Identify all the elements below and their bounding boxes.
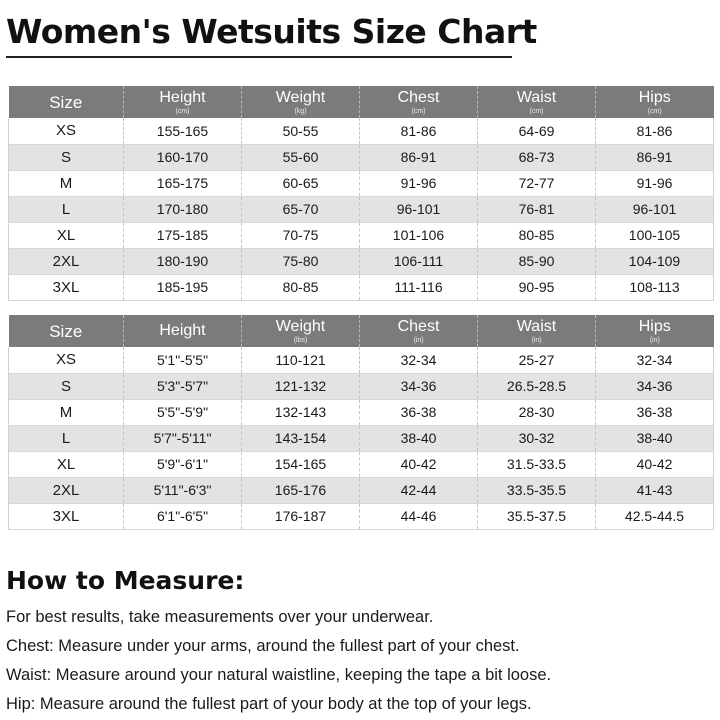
column-label: Chest (397, 88, 440, 106)
table-row (9, 451, 714, 477)
measurement-cell: 91-96 (360, 170, 478, 196)
measurement-cell: 104-109 (596, 248, 714, 274)
measurement-cell: 33.5-35.5 (478, 477, 596, 503)
imperial-col-header-waist (478, 315, 596, 347)
measurement-cell: 86-91 (360, 144, 478, 170)
measurement-cell: 70-75 (242, 222, 360, 248)
column-unit: (cm) (175, 107, 190, 115)
measurement-cell: 90-95 (478, 274, 596, 300)
measurement-cell: 28-30 (478, 399, 596, 425)
measurement-cell: 60-65 (242, 170, 360, 196)
measurement-cell: 36-38 (596, 399, 714, 425)
measurement-cell: 91-96 (596, 170, 714, 196)
measurement-cell: 40-42 (596, 451, 714, 477)
metric-col-header-weight (242, 86, 360, 118)
size-cell: XS (9, 347, 124, 373)
size-cell: 2XL (9, 248, 124, 274)
measurement-cell: 75-80 (242, 248, 360, 274)
measurement-cell: 5'5"-5'9" (124, 399, 242, 425)
column-label: Height (159, 88, 206, 106)
measurement-cell: 40-42 (360, 451, 478, 477)
measurement-cell: 5'3"-5'7" (124, 373, 242, 399)
measurement-cell: 132-143 (242, 399, 360, 425)
column-label: Weight (275, 88, 326, 106)
table-row (9, 503, 714, 529)
metric-col-header-size (9, 86, 124, 118)
measurement-cell: 85-90 (478, 248, 596, 274)
page-title: Women's Wetsuits Size Chart (6, 12, 537, 51)
measurement-cell: 25-27 (478, 347, 596, 373)
title-underline (6, 56, 512, 58)
size-cell: 2XL (9, 477, 124, 503)
measurement-cell: 42.5-44.5 (596, 503, 714, 529)
measure-tip-waist: Waist: Measure around your natural waistline, keeping the tape a bit loose. (6, 666, 552, 684)
measurement-cell: 81-86 (360, 118, 478, 144)
metric-col-header-hips (596, 86, 714, 118)
measurement-cell: 65-70 (242, 196, 360, 222)
column-unit: (cm) (529, 107, 544, 115)
measurement-cell: 5'9"-6'1" (124, 451, 242, 477)
measurement-cell: 143-154 (242, 425, 360, 451)
measurement-cell: 80-85 (242, 274, 360, 300)
measurement-cell: 121-132 (242, 373, 360, 399)
table-row (9, 118, 714, 144)
measurement-cell: 5'1"-5'5" (124, 347, 242, 373)
measurement-cell: 165-176 (242, 477, 360, 503)
measurement-cell: 96-101 (596, 196, 714, 222)
measurement-cell: 170-180 (124, 196, 242, 222)
measurement-cell: 96-101 (360, 196, 478, 222)
table-row (9, 222, 714, 248)
measurement-cell: 106-111 (360, 248, 478, 274)
metric-col-header-waist (478, 86, 596, 118)
size-cell: L (9, 425, 124, 451)
size-cell: XL (9, 451, 124, 477)
measurement-cell: 44-46 (360, 503, 478, 529)
table-row (9, 399, 714, 425)
measurement-cell: 31.5-33.5 (478, 451, 596, 477)
measurement-cell: 30-32 (478, 425, 596, 451)
column-unit: (in) (649, 336, 660, 344)
measurement-cell: 86-91 (596, 144, 714, 170)
table-row (9, 144, 714, 170)
measurement-cell: 35.5-37.5 (478, 503, 596, 529)
size-cell: M (9, 170, 124, 196)
measurement-cell: 55-60 (242, 144, 360, 170)
column-label: Weight (275, 317, 326, 335)
measurement-cell: 32-34 (360, 347, 478, 373)
size-cell: 3XL (9, 503, 124, 529)
measurement-cell: 108-113 (596, 274, 714, 300)
size-cell: 3XL (9, 274, 124, 300)
measure-tip-general: For best results, take measurements over your underwear. (6, 608, 434, 626)
measurement-cell: 111-116 (360, 274, 478, 300)
measurement-cell: 34-36 (360, 373, 478, 399)
how-to-measure-section (6, 566, 706, 719)
column-label: Hips (638, 317, 671, 335)
measurement-cell: 50-55 (242, 118, 360, 144)
column-label: Waist (516, 317, 557, 335)
measurement-cell: 180-190 (124, 248, 242, 274)
column-label: Waist (516, 88, 557, 106)
measurement-cell: 154-165 (242, 451, 360, 477)
metric-table-body (9, 118, 714, 300)
imperial-col-header-height (124, 315, 242, 347)
column-unit: (in) (531, 336, 542, 344)
measurement-cell: 5'7"-5'11" (124, 425, 242, 451)
measurement-cell: 38-40 (596, 425, 714, 451)
measurement-cell: 100-105 (596, 222, 714, 248)
measurement-cell: 34-36 (596, 373, 714, 399)
measurement-cell: 5'11"-6'3" (124, 477, 242, 503)
column-unit: (cm) (411, 107, 426, 115)
measurement-cell: 165-175 (124, 170, 242, 196)
metric-col-header-height (124, 86, 242, 118)
column-unit: (lbs) (293, 336, 308, 344)
metric-size-table (8, 86, 714, 301)
measurement-cell: 176-187 (242, 503, 360, 529)
size-cell: L (9, 196, 124, 222)
measurement-cell: 36-38 (360, 399, 478, 425)
measurement-cell: 175-185 (124, 222, 242, 248)
measurement-cell: 72-77 (478, 170, 596, 196)
measurement-cell: 68-73 (478, 144, 596, 170)
measurement-cell: 38-40 (360, 425, 478, 451)
measurement-cell: 110-121 (242, 347, 360, 373)
measurement-cell: 32-34 (596, 347, 714, 373)
imperial-col-header-weight (242, 315, 360, 347)
measurement-cell: 64-69 (478, 118, 596, 144)
column-label: Height (159, 322, 206, 339)
metric-col-header-chest (360, 86, 478, 118)
measurement-cell: 160-170 (124, 144, 242, 170)
imperial-size-table (8, 315, 714, 530)
measurement-cell: 76-81 (478, 196, 596, 222)
column-label: Hips (638, 88, 671, 106)
imperial-table-header (9, 315, 714, 347)
measurement-cell: 42-44 (360, 477, 478, 503)
measurement-cell: 81-86 (596, 118, 714, 144)
size-cell: S (9, 373, 124, 399)
size-cell: S (9, 144, 124, 170)
measurement-cell: 80-85 (478, 222, 596, 248)
table-row (9, 196, 714, 222)
column-unit: (kg) (294, 107, 307, 115)
measurement-cell: 185-195 (124, 274, 242, 300)
table-row (9, 170, 714, 196)
table-row (9, 425, 714, 451)
measurement-cell: 26.5-28.5 (478, 373, 596, 399)
how-to-measure-heading: How to Measure: (6, 566, 245, 595)
column-unit: (cm) (647, 107, 662, 115)
size-cell: XS (9, 118, 124, 144)
column-label: Chest (397, 317, 440, 335)
table-row (9, 477, 714, 503)
table-row (9, 274, 714, 300)
column-label: Size (49, 321, 83, 341)
imperial-table-body (9, 347, 714, 529)
imperial-col-header-size (9, 315, 124, 347)
table-row (9, 373, 714, 399)
column-unit: (in) (413, 336, 424, 344)
column-label: Size (49, 92, 83, 112)
metric-table-header (9, 86, 714, 118)
table-row (9, 347, 714, 373)
size-cell: XL (9, 222, 124, 248)
measurement-cell: 155-165 (124, 118, 242, 144)
imperial-col-header-chest (360, 315, 478, 347)
measurement-cell: 41-43 (596, 477, 714, 503)
measurement-cell: 101-106 (360, 222, 478, 248)
size-cell: M (9, 399, 124, 425)
imperial-col-header-hips (596, 315, 714, 347)
table-row (9, 248, 714, 274)
measure-tip-chest: Chest: Measure under your arms, around the fullest part of your chest. (6, 637, 520, 655)
measurement-cell: 6'1"-6'5" (124, 503, 242, 529)
measure-tip-hip: Hip: Measure around the fullest part of your body at the top of your legs. (6, 695, 532, 713)
